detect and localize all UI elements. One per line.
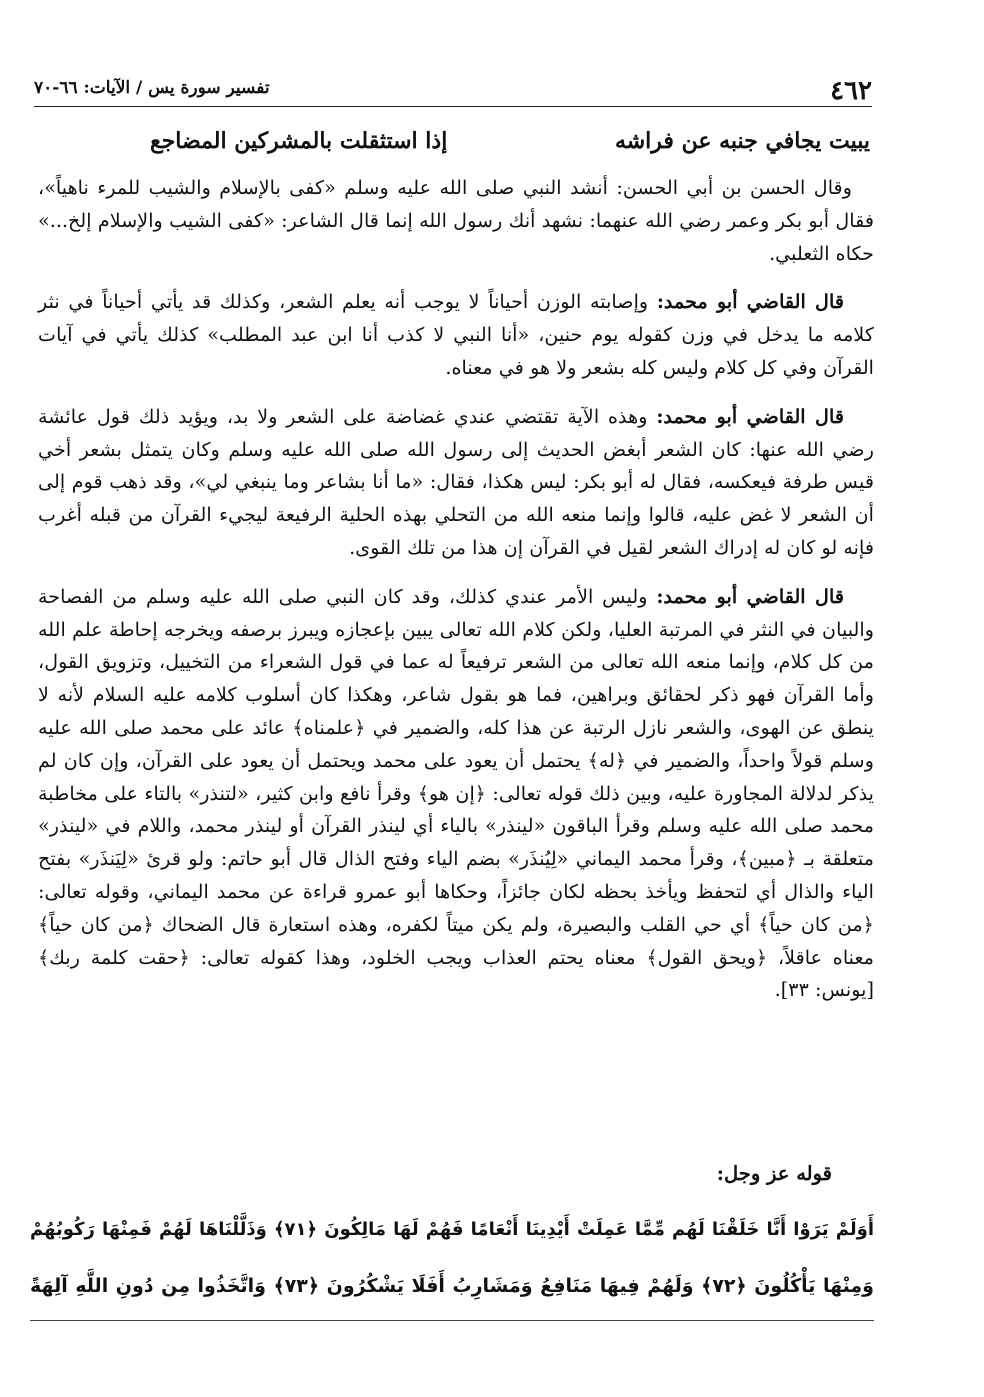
paragraph-text: وهذه الآية تقتضي عندي غضاضة على الشعر ولا بد، ويؤيد ذلك قول عائشة رضي الله عنها: كان الشعر أبغض الحديث إلى رسول الله صلى الله عليه وسلم وكان يتمثل بشعر أخي قيس طرفة فيعكسه، فقال له أبو بكر: ليس هكذا، فقال: «ما أنا بشاعر وما ينبغي لي»، وقد ذهب قوم إلى أن الشعر لا غض عليه، قالوا وإنما منعه الله من التحلي بهذه الحلية الرفيعة ليجيء القرآن من قبله أغرب فإنه لو كان له إدراك الشعر لقيل في القرآن إن هذا من تلك القوى. xyxy=(38,404,874,559)
poetry-verse xyxy=(150,128,870,162)
paragraph-lead: قال القاضي أبو محمد: xyxy=(656,584,844,608)
page-number: ٤٦٢ xyxy=(830,76,872,106)
running-title: تفسير سورة يس / الآيات: ٦٦-٧٠ xyxy=(34,78,270,98)
paragraph-lead: قال القاضي أبو محمد: xyxy=(656,290,844,314)
verse-second-hemistich: إذا استثقلت بالمشركين المضاجع xyxy=(150,128,448,154)
paragraph-text: وليس الأمر عندي كذلك، وقد كان النبي صلى الله عليه وسلم من الفصاحة والبيان في النثر في المرتبة العليا، ولكن كلام الله تعالى يبين بإعجازه ويبرز برصفه ويخرجه إحاطة علم الله من كل كلام، وإنما منعه الله تعالى من الشعر ترفيعاً له عما في قول الشعراء من التخييل، وتزويق القول، وأما القرآن فهو ذكر لحقائق وبراهين، فما هو بقول شاعر، وهكذا كان أسلوب كلامه عليه السلام لأنه لا ينطق عن الهوى، والشعر نازل الرتبة عن هذا كله، والضمير في ﴿علمناه﴾ عائد على محمد صلى الله عليه وسلم قولاً واحداً، والضمير في ﴿له﴾ يحتمل أن يعود على محمد ويحتمل أن يعود على القرآن، وإن كان لم يذكر لدلالة المجاورة عليه، وبين ذلك قوله تعالى: ﴿إن هو﴾ وقرأ نافع وابن كثير، «لتنذر» بالتاء على مخاطبة محمد صلى الله عليه وسلم وقرأ الباقون «لينذر» بالياء أي لينذر القرآن أو لينذر محمد، واللام في «لينذر» متعلقة بـ ﴿مبين﴾، وقرأ محمد اليماني «لِيُنذَر» بضم الياء وفتح الذال قال أبو حاتم: ولو قرئ «لِيَنذَر» بفتح الياء والذال أي لتحفظ ويأخذ بحظه لكان جائزاً، وحكاها أبو عمرو قراءة عن محمد اليماني، وقوله تعالى: ﴿من كان حياً﴾ أي حي القلب والبصيرة، ولم يكن ميتاً لكفره، وهذه استعارة قال الضحاك ﴿من كان حياً﴾ معناه عاقلاً، ﴿ويحق القول﴾ معناه يحتم العذاب ويجب الخلود، وهذا كقوله تعالى: ﴿حقت كلمة ربك﴾ [يونس: ٣٣]. xyxy=(38,584,874,1002)
paragraph xyxy=(38,581,874,1007)
paragraph-lead: قال القاضي أبو محمد: xyxy=(656,404,844,428)
paragraph xyxy=(38,172,874,270)
page-header xyxy=(34,72,872,107)
verse-first-hemistich: يبيت يجافي جنبه عن فراشه xyxy=(614,128,870,154)
paragraph xyxy=(38,401,874,565)
paragraph-text: وإصابته الوزن أحياناً لا يوجب أنه يعلم الشعر، وكذلك قد يأتي أحياناً في نثر كلامه ما يدخل في وزن كقوله يوم حنين، «أنا النبي لا كذب أنا ابن عبد المطلب» كذلك يأتي في آيات القرآن وفي كل كلام وليس كله بشعر ولا هو في معناه. xyxy=(38,290,874,379)
quran-line: وَمِنْهَا يَأْكُلُونَ ﴿٧٢﴾ وَلَهُمْ فِيهَا مَنَافِعُ وَمَشَارِبُ أَفَلَا يَشْكُرُونَ ﴿٧٣﴾ وَاتَّخَذُوا مِن دُونِ اللَّهِ آلِهَةً xyxy=(30,1275,874,1297)
paragraph-text: وقال الحسن بن أبي الحسن: أنشد النبي صلى الله عليه وسلم «كفى بالإسلام والشيب للمرء ناهياً»، فقال أبو بكر وعمر رضي الله عنهما: نشهد أنك رسول الله إنما قال الشاعر: «كفى الشيب والإسلام إلخ...» حكاه الثعلبي. xyxy=(38,176,874,265)
paragraph xyxy=(38,286,874,384)
quran-line: أَوَلَمْ يَرَوْا أَنَّا خَلَقْنَا لَهُم مِّمَّا عَمِلَتْ أَيْدِينَا أَنْعَامًا فَهُمْ لَهَا مَالِكُونَ ﴿٧١﴾ وَذَلَّلْنَاهَا لَهُمْ فَمِنْهَا رَكُوبُهُمْ xyxy=(30,1219,874,1240)
quran-verses-block xyxy=(30,1200,874,1321)
commentary-body xyxy=(38,172,874,1023)
verse-intro: قوله عز وجل: xyxy=(716,1162,832,1185)
